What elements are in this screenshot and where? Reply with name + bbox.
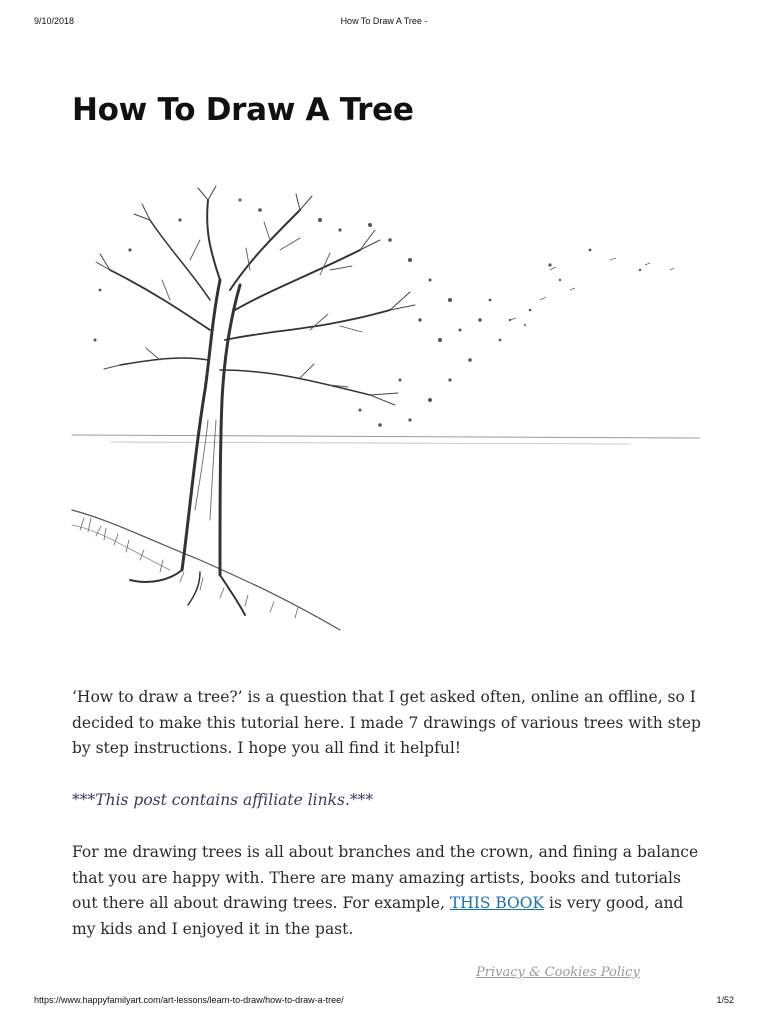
print-footer bbox=[0, 995, 768, 1009]
print-header bbox=[0, 16, 768, 30]
affiliate-note: ***This post contains affiliate links.*** bbox=[72, 791, 374, 809]
print-title: How To Draw A Tree - bbox=[340, 16, 428, 26]
print-url: https://www.happyfamilyart.com/art-lessons/learn-to-draw/how-to-draw-a-tree/ bbox=[34, 995, 344, 1005]
affiliate-disclosure bbox=[72, 788, 702, 814]
intro-paragraph: ‘How to draw a tree?’ is a question that I get asked often, online an offline, so I decided to make this tutorial here. I made 7 drawings of various trees with step by step instructions. I hope you all find it helpful! bbox=[72, 688, 701, 757]
page-counter: 1/52 bbox=[716, 995, 734, 1005]
article-body bbox=[72, 840, 702, 942]
tree-sketch-image bbox=[70, 180, 700, 635]
body-text-before-link: For me drawing trees is all about branches and the crown, and fining a balance that you are happy with. There are many amazing artists, books and tutorials out there all about drawing trees. For example, bbox=[72, 843, 699, 912]
article-intro bbox=[72, 685, 702, 762]
this-book-link[interactable]: THIS BOOK bbox=[449, 894, 545, 912]
privacy-cookies-policy-link[interactable]: Privacy & Cookies Policy bbox=[476, 965, 640, 980]
body-paragraph bbox=[72, 840, 702, 942]
body-text-after-link: is very good, and my kids and I enjoyed it in the past. bbox=[72, 894, 684, 938]
print-date: 9/10/2018 bbox=[34, 16, 75, 26]
page-title: How To Draw A Tree bbox=[72, 92, 414, 128]
